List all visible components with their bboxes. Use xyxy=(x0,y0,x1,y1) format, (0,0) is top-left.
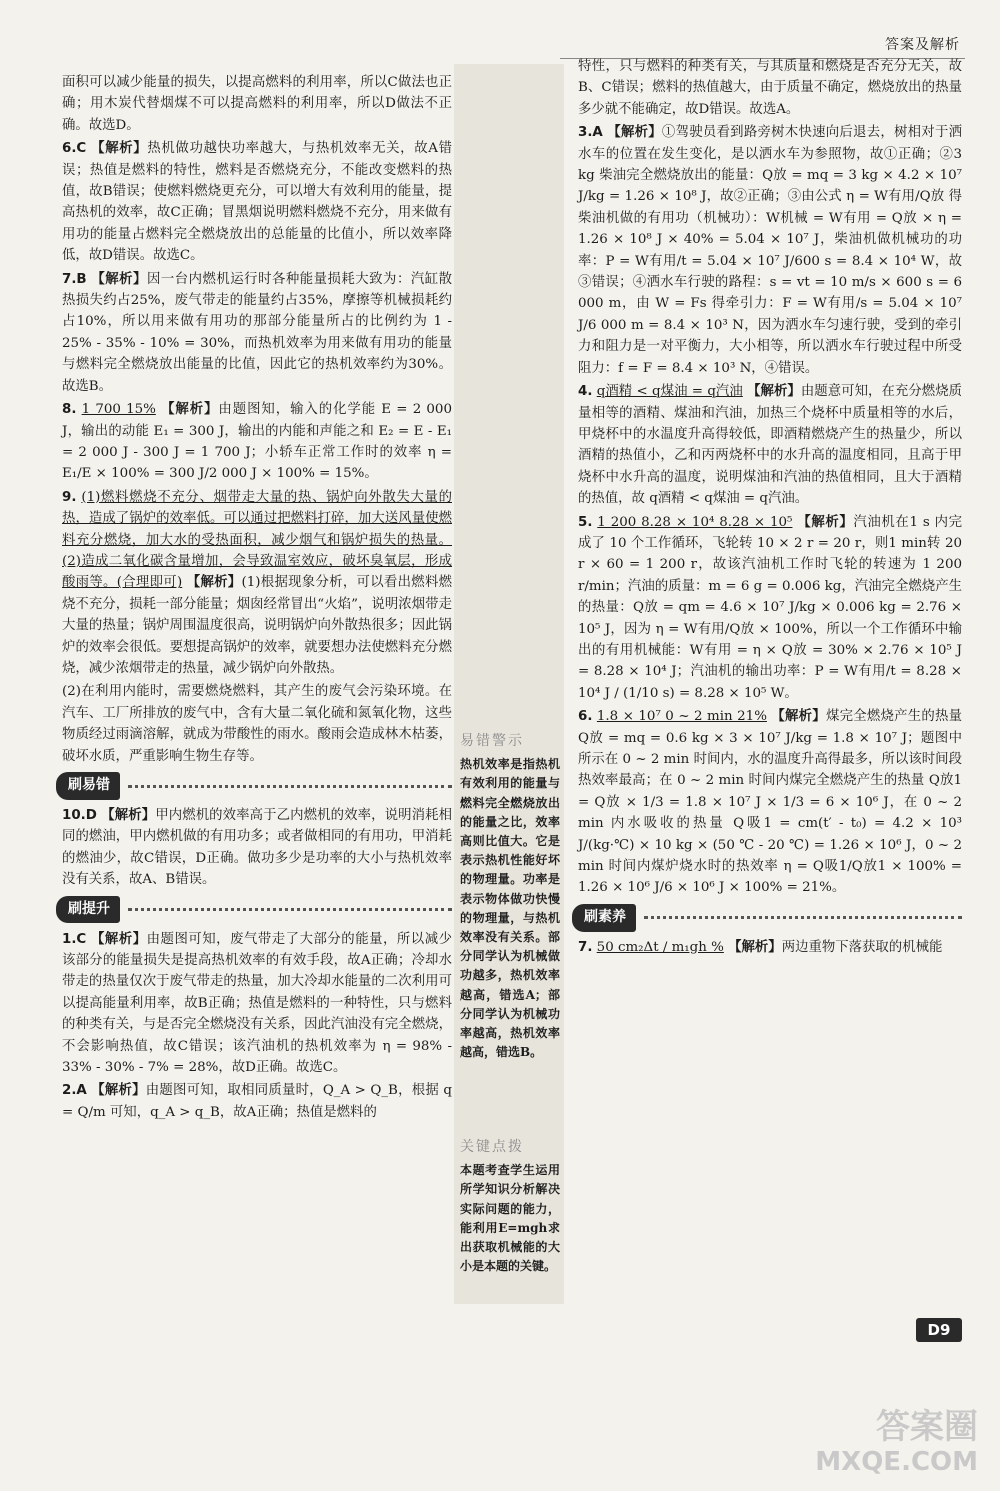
answer-paragraph xyxy=(62,138,452,266)
right-column xyxy=(578,56,962,960)
question-number: 7.B xyxy=(62,271,87,287)
answer-paragraph xyxy=(578,56,962,120)
sidebar-title: 易错警示 xyxy=(460,733,524,749)
watermark-url: MXQE.COM xyxy=(815,1447,978,1477)
sidebar-text: 热机效率是指热机有效利用的能量与燃料完全燃烧放出的能量之比，效率高则比值大。它是表示热机性能好坏的物理量。功率是表示物体做功快慢的物理量，与热机效率没有关系。部分同学认为机械做功越多，热机效率越高，错选A；部分同学认为机械功率越高，热机效率越高，错选B。 xyxy=(460,757,560,1060)
analysis-tag: 【解析】 xyxy=(91,930,147,947)
analysis-text: 由题图可知，取相同质量时，Q_A > Q_B，根据 q = Q/m 可知，q_A > q_B，故A正确；热值是燃料的 xyxy=(62,1083,453,1120)
answer-paragraph xyxy=(578,122,962,379)
analysis-text: 煤完全燃烧产生的热量 Q放 = mq = 0.6 kg × 3 × 10⁷ J/kg = 1.8 × 10⁷ J；题图中所示在 0 ~ 2 min 时间内，水的温度升高得最多，所以该时间段热效率最高；在 0 ~ 2 min 时间内煤完全燃烧产生的热量 Q放1 = Q放 × 1/3 = 1.8 × 10⁷ J × 1/3 = 6 × 10⁶ J，在 0 ~ 2 min 内水吸收的热量 Q吸1 = cm(t′ - t₀) = 4.2 × 10³ J/(kg·℃) × 10 kg × (50 ℃ - 20 ℃) = 1.26 × 10⁶ J，0 ~ 2 min 时间内煤炉烧水时的热效率 η = Q吸1/Q放1 × 100% = 1.26 × 10⁶ J/6 × 10⁶ J × 100% = 21%。 xyxy=(578,709,962,896)
section-dots xyxy=(128,785,452,788)
answer-text: 1.8 × 10⁷ 0 ~ 2 min 21% xyxy=(596,709,767,725)
question-number: 2.A xyxy=(62,1083,87,1099)
analysis-tag: 【解析】 xyxy=(91,270,147,287)
analysis-text: 因一台内燃机运行时各种能量损耗大致为：汽缸散热损失约占25%，废气带走的能量约占35%，摩擦等机械损耗约占10%，所以用来做有用功的那部分能量所占的比例约为 1 - 25% - 35% - 10% = 30%，而热机效率为用来做有用功的能量与燃料完全燃烧放出能量的比值，因此它的热机效率约为30%。故选B。 xyxy=(62,271,453,394)
sidebar-note-1 xyxy=(460,732,560,1062)
page-header: 答案及解析 xyxy=(885,37,960,53)
left-column xyxy=(62,72,452,1125)
analysis-text: 由题图知，输入的化学能 E = 2 000 J，输出的动能 E₁ = 300 J，输出的内能和声能之和 E₂ = E - E₁ = 2 000 J - 300 J = 1 700 J；小轿车正常工作时的效率 η = E₁/E × 100% = 300 J/2 000 J × 100% = 15%。 xyxy=(62,402,452,482)
question-number: 5. xyxy=(578,514,593,530)
analysis-tag: 【解析】 xyxy=(91,140,148,157)
section-badge: 刷易错 xyxy=(56,772,120,799)
question-number: 4. xyxy=(578,384,593,400)
analysis-tag: 【解析】 xyxy=(771,708,826,725)
analysis-tag: 【解析】 xyxy=(91,1082,146,1099)
answer-paragraph xyxy=(62,929,452,1079)
answer-paragraph xyxy=(578,937,962,958)
analysis-tag: 【解析】 xyxy=(161,401,219,418)
sidebar-panel xyxy=(454,64,564,1304)
analysis-text: 两边重物下落获取的机械能 xyxy=(781,939,943,955)
answer-paragraph xyxy=(62,399,452,485)
page-number: D9 xyxy=(916,1318,962,1342)
question-number: 6. xyxy=(578,709,593,725)
answer-paragraph xyxy=(62,805,452,891)
section-header xyxy=(56,773,452,799)
analysis-text: 面积可以减少能量的损失，以提高燃料的利用率，所以C做法也正确；用木炭代替烟煤不可以提高燃料的利用率，所以D做法不正确。故选D。 xyxy=(62,75,452,133)
answer-paragraph xyxy=(62,269,452,397)
analysis-text: 汽油机在1 s 内完成了 10 个工作循环，飞轮转 10 × 2 r = 20 r，则1 min转 20 r × 60 = 1 200 r，故该汽油机工作时飞轮的转速为 1 200 r/min；汽油的质量：m = 6 g = 0.006 kg，汽油完全燃烧产生的热量：Q放 = qm = 4.6 × 10⁷ J/kg × 0.006 kg = 2.76 × 10⁵ J，因为 η = W有用/Q放 × 100%，所以一个工作循环中输出的有用机械能：W有用 = η × Q放 = 30% × 2.76 × 10⁵ J = 8.28 × 10⁴ J；汽油机的输出功率：P = W有用/t = 8.28 × 10⁴ J / (1/10 s) = 8.28 × 10⁵ W。 xyxy=(578,514,963,701)
answer-text: 50 cm₂Δt / m₁gh % xyxy=(596,939,724,955)
answer-paragraph xyxy=(578,512,962,705)
analysis-text: (1)根据现象分析，可以看出燃料燃烧不充分，损耗一部分能量；烟囱经常冒出“火焰”，说明浓烟带走大量的热量；锅炉周围温度很高，说明锅炉向外散热很多；因此锅炉的效率会很低。要想提高锅炉的效率，就要想办法使燃料充分燃烧，减少浓烟带走的热量，减少锅炉向外散热。 xyxy=(62,575,453,676)
analysis-tag: 【解析】 xyxy=(728,938,782,955)
sidebar-title: 关键点拨 xyxy=(460,1139,524,1155)
analysis-tag: 【解析】 xyxy=(747,383,801,400)
sidebar-text: 本题考查学生运用所学知识分析解决实际问题的能力，能利用E=mgh求出获取机械能的大小是本题的关键。 xyxy=(460,1163,560,1274)
analysis-text: (2)在利用内能时，需要燃烧燃料，其产生的废气会污染环境。在汽车、工厂所排放的废气中，含有大量二氧化硫和氮氧化物，这些物质经过雨滴溶解，就成为带酸性的雨水。酸雨会造成林木枯萎，破坏水质，严重影响生物生存等。 xyxy=(62,684,452,764)
watermark-logo: 答案圈 xyxy=(876,1407,978,1447)
answer-text: 1 200 8.28 × 10⁴ 8.28 × 10⁵ xyxy=(597,514,793,530)
section-header xyxy=(572,905,962,931)
question-number: 9. xyxy=(62,489,77,505)
analysis-text: 由题意可知，在充分燃烧质量相等的酒精、煤油和汽油，加热三个烧杯中质量相等的水后，甲烧杯中的水温度升高得较低，即酒精燃烧产生的热量少，所以酒精的热值小，乙和丙两烧杯中的水升高的温度相同，且高于甲烧杯中水升高的温度，说明煤油和汽油的热值相同，且大于酒精的热值，故 q酒精 < q煤油 = q汽油。 xyxy=(578,384,963,507)
sidebar-note-2 xyxy=(460,1138,560,1276)
section-badge: 刷素养 xyxy=(572,904,636,931)
question-number: 10.D xyxy=(62,808,97,823)
answer-paragraph xyxy=(62,487,452,680)
analysis-text: 甲内燃机的效率高于乙内燃机的效率，说明消耗相同的燃油，甲内燃机做的有用功多；或者做相同的有用功，甲消耗的燃油少，故C错误，D正确。做功多少是功率的大小与热机效率没有关系，故A、B错误。 xyxy=(62,808,453,888)
section-dots xyxy=(128,908,452,911)
answer-paragraph xyxy=(578,381,962,509)
answer-paragraph xyxy=(62,72,452,136)
question-number: 7. xyxy=(578,939,593,955)
question-number: 6.C xyxy=(62,141,87,157)
question-number: 1.C xyxy=(62,931,87,947)
answer-paragraph xyxy=(62,1080,452,1123)
analysis-text: 热机做功越快功率越大，与热机效率无关，故A错误；热值是燃料的特性，燃料是否燃烧充分，不能改变燃料的热值，故B错误；使燃料燃烧更充分，可以增大有效利用的能量，提高热机的效率，故C正确；冒黑烟说明燃料燃烧不充分，用来做有用功的能量占燃料完全燃烧放出的总能量的比值小，所以效率降低，故D错误。故选C。 xyxy=(62,141,452,264)
section-header xyxy=(56,897,452,923)
analysis-tag: 【解析】 xyxy=(607,124,662,141)
analysis-tag: 【解析】 xyxy=(101,807,156,823)
question-number: 3.A xyxy=(578,125,603,141)
analysis-text: 特性，只与燃料的种类有关，与其质量和燃烧是否充分无关，故B、C错误；燃料的热值越大，由于质量不确定，燃烧放出的热量多少就不能确定，故D错误。故选A。 xyxy=(578,59,962,117)
answer-text: 1 700 15% xyxy=(81,402,156,418)
analysis-tag: 【解析】 xyxy=(797,513,854,530)
section-badge: 刷提升 xyxy=(56,896,120,923)
answer-text: (1)燃料燃烧不充分、烟带走大量的热、锅炉向外散失大量的热，造成了锅炉的效率低。可以通过把燃料打碎，加大送风量使燃料充分燃烧，加大水的受热面积，减少烟气和锅炉损失的热量。(2)造成二氧化碳含量增加，会导致温室效应，破坏臭氧层，形成酸雨等。(合理即可) xyxy=(62,489,452,591)
section-dots xyxy=(644,916,962,919)
analysis-text: ①驾驶员看到路旁树木快速向后退去，树相对于洒水车的位置在发生变化，是以洒水车为参照物，故①正确；②3 kg 柴油完全燃烧放出的能量：Q放 = mq = 3 kg × 4.2 × 10⁷ J/kg = 1.26 × 10⁸ J，故②正确；③由公式 η = W有用/Q放 得柴油机做的有用功（机械功）：W机械 = W有用 = Q放 × η = 1.26 × 10⁸ J × 40% = 5.04 × 10⁷ J，柴油机做机械功的功率：P = W有用/t = 5.04 × 10⁷ J/600 s = 8.4 × 10⁴ W，故③错误；④洒水车行驶的路程：s = vt = 10 m/s × 600 s = 6 000 m，由 W = Fs 得牵引力：F = W有用/s = 5.04 × 10⁷ J/6 000 m = 8.4 × 10³ N，因为洒水车匀速行驶，受到的牵引力和阻力是一对平衡力，大小相等，所以洒水车行驶过程中所受阻力：f = F = 8.4 × 10³ N，④错误。 xyxy=(578,125,963,376)
watermark xyxy=(815,1407,978,1477)
answer-paragraph xyxy=(578,706,962,899)
answer-paragraph xyxy=(62,681,452,767)
question-number: 8. xyxy=(62,402,77,418)
analysis-text: 由题图可知，废气带走了大部分的能量，所以减少该部分的能量损失是提高热机效率的有效手段，故A正确；冷却水带走的热量仅次于废气带走的热量，加大冷却水能量的二次利用可以提高能量利用率，故B正确；热值是燃料的一种特性，只与燃料的种类有关，与是否完全燃烧没有关系，因此汽油没有完全燃烧，不会影响热值，故C错误；该汽油机的热机效率为 η = 98% - 33% - 30% - 7% = 28%，故D正确。故选C。 xyxy=(62,931,453,1076)
answer-text: q酒精 < q煤油 = q汽油 xyxy=(596,384,743,400)
analysis-tag: 【解析】 xyxy=(186,574,242,591)
